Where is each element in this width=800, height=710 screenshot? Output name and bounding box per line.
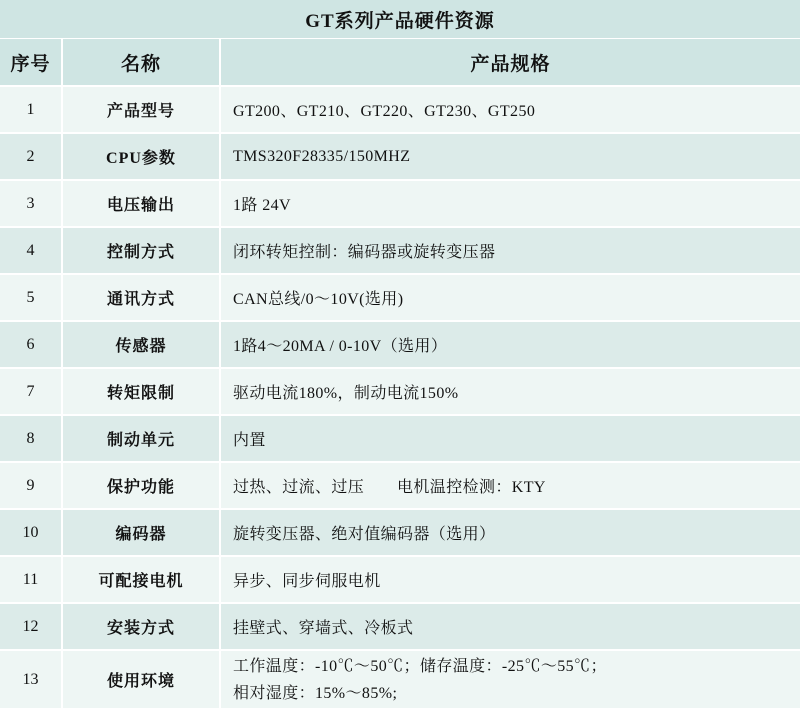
hardware-spec-table xyxy=(0,39,800,710)
table-row xyxy=(0,86,800,133)
row-value: TMS320F28335/150MHZ xyxy=(220,133,800,180)
row-value: 1路 24V xyxy=(220,180,800,227)
table-row xyxy=(0,462,800,509)
table-row xyxy=(0,274,800,321)
row-index: 4 xyxy=(0,227,62,274)
table-row xyxy=(0,321,800,368)
row-index: 10 xyxy=(0,509,62,556)
row-index: 5 xyxy=(0,274,62,321)
row-value-line-1: 工作温度：-10℃～50℃；储存温度：-25℃～55℃； xyxy=(233,658,607,675)
row-index: 3 xyxy=(0,180,62,227)
row-name: 制动单元 xyxy=(62,415,220,462)
row-name: 安装方式 xyxy=(62,603,220,650)
row-name: 通讯方式 xyxy=(62,274,220,321)
row-index: 1 xyxy=(0,86,62,133)
row-value: 闭环转矩控制：编码器或旋转变压器 xyxy=(220,227,800,274)
row-name: 电压输出 xyxy=(62,180,220,227)
row-name: 使用环境 xyxy=(62,650,220,709)
row-name: 控制方式 xyxy=(62,227,220,274)
page-title-bar xyxy=(0,0,800,39)
row-index: 6 xyxy=(0,321,62,368)
row-value: 异步、同步伺服电机 xyxy=(220,556,800,603)
row-index: 9 xyxy=(0,462,62,509)
table-row xyxy=(0,180,800,227)
column-header-index: 序号 xyxy=(0,39,62,86)
table-body xyxy=(0,86,800,709)
row-name: 保护功能 xyxy=(62,462,220,509)
row-value: 1路4～20MA / 0-10V（选用） xyxy=(220,321,800,368)
row-name: CPU参数 xyxy=(62,133,220,180)
column-header-name: 名称 xyxy=(62,39,220,86)
table-row xyxy=(0,603,800,650)
row-index: 13 xyxy=(0,650,62,709)
row-index: 11 xyxy=(0,556,62,603)
table-row xyxy=(0,227,800,274)
row-name: 转矩限制 xyxy=(62,368,220,415)
row-value: 驱动电流180%，制动电流150% xyxy=(220,368,800,415)
table-row xyxy=(0,415,800,462)
row-value: GT200、GT210、GT220、GT230、GT250 xyxy=(220,86,800,133)
row-index: 7 xyxy=(0,368,62,415)
row-value: 内置 xyxy=(220,415,800,462)
table-row xyxy=(0,133,800,180)
table-row xyxy=(0,650,800,709)
table-row xyxy=(0,509,800,556)
row-name: 编码器 xyxy=(62,509,220,556)
row-value xyxy=(220,650,800,709)
row-name: 可配接电机 xyxy=(62,556,220,603)
row-value: 过热、过流、过压 电机温控检测：KTY xyxy=(220,462,800,509)
table-row xyxy=(0,556,800,603)
page-title: GT系列产品硬件资源 xyxy=(305,10,495,32)
table-header-row xyxy=(0,39,800,86)
row-index: 8 xyxy=(0,415,62,462)
row-value: 旋转变压器、绝对值编码器（选用） xyxy=(220,509,800,556)
row-value: 挂壁式、穿墙式、冷板式 xyxy=(220,603,800,650)
row-name: 传感器 xyxy=(62,321,220,368)
row-value-line-2: 相对湿度：15%～85%; xyxy=(233,685,398,703)
row-value: CAN总线/0～10V(选用) xyxy=(220,274,800,321)
table-header xyxy=(0,39,800,86)
column-header-spec: 产品规格 xyxy=(220,39,800,86)
row-index: 2 xyxy=(0,133,62,180)
row-index: 12 xyxy=(0,603,62,650)
table-row xyxy=(0,368,800,415)
row-name: 产品型号 xyxy=(62,86,220,133)
